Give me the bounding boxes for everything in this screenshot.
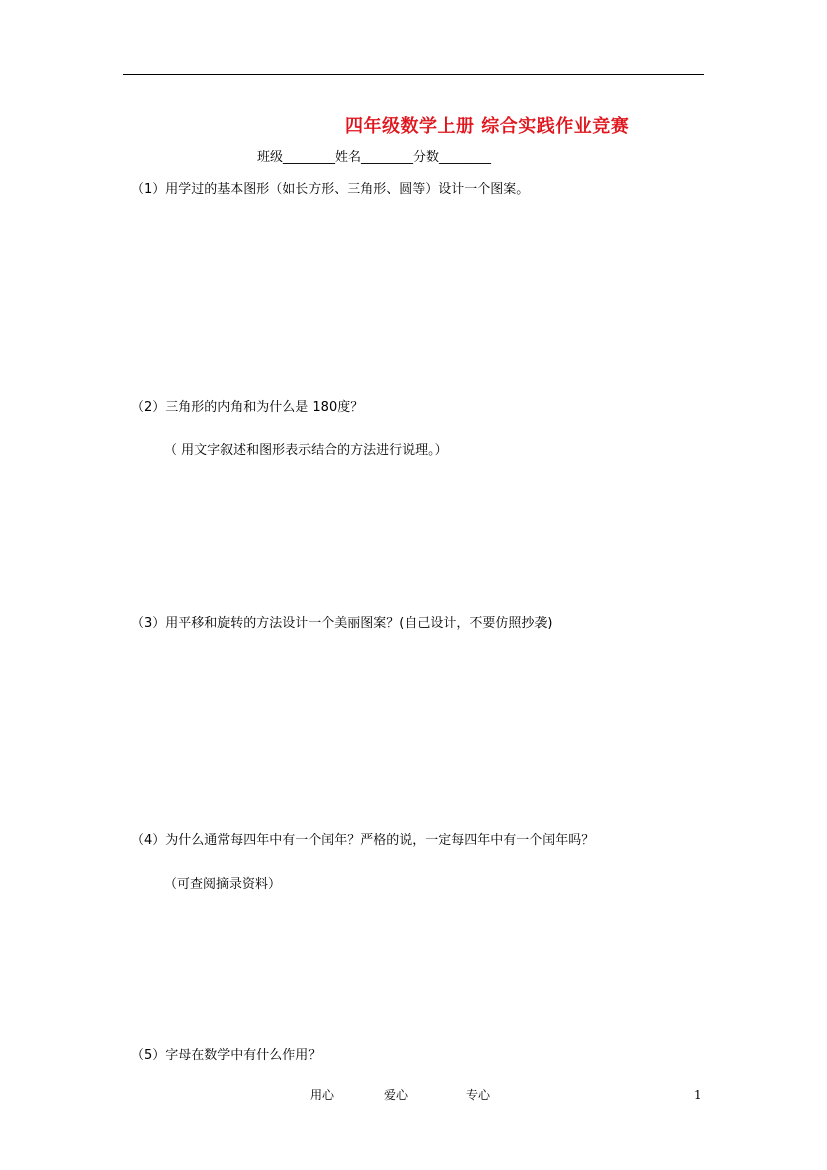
page-number: 1 — [694, 1088, 702, 1102]
page-title: 四年级数学上册 综合实践作业竞赛 — [345, 116, 630, 137]
footer-item-aixin: 爱心 — [384, 1088, 409, 1102]
header-rule — [123, 74, 704, 75]
question-2-note: （ 用文字叙述和图形表示结合的方法进行说理。） — [164, 443, 448, 458]
student-info-line: 班级________姓名________分数________ — [257, 150, 492, 165]
question-5: （5）字母在数学中有什么作用？ — [131, 1048, 322, 1063]
question-1: （1）用学过的基本图形（如长方形、三角形、圆等）设计一个图案。 — [131, 182, 530, 197]
footer-item-yongxin: 用心 — [310, 1088, 335, 1102]
question-4: （4）为什么通常每四年中有一个闰年？严格的说，一定每四年中有一个闰年吗？ — [131, 833, 595, 848]
footer-item-zhuanxin: 专心 — [466, 1088, 491, 1102]
question-4-note: （可查阅摘录资料） — [164, 877, 282, 892]
question-3: （3）用平移和旋转的方法设计一个美丽图案？(自己设计，不要仿照抄袭) — [131, 616, 553, 631]
question-2: （2）三角形的内角和为什么是 180度？ — [131, 400, 364, 415]
